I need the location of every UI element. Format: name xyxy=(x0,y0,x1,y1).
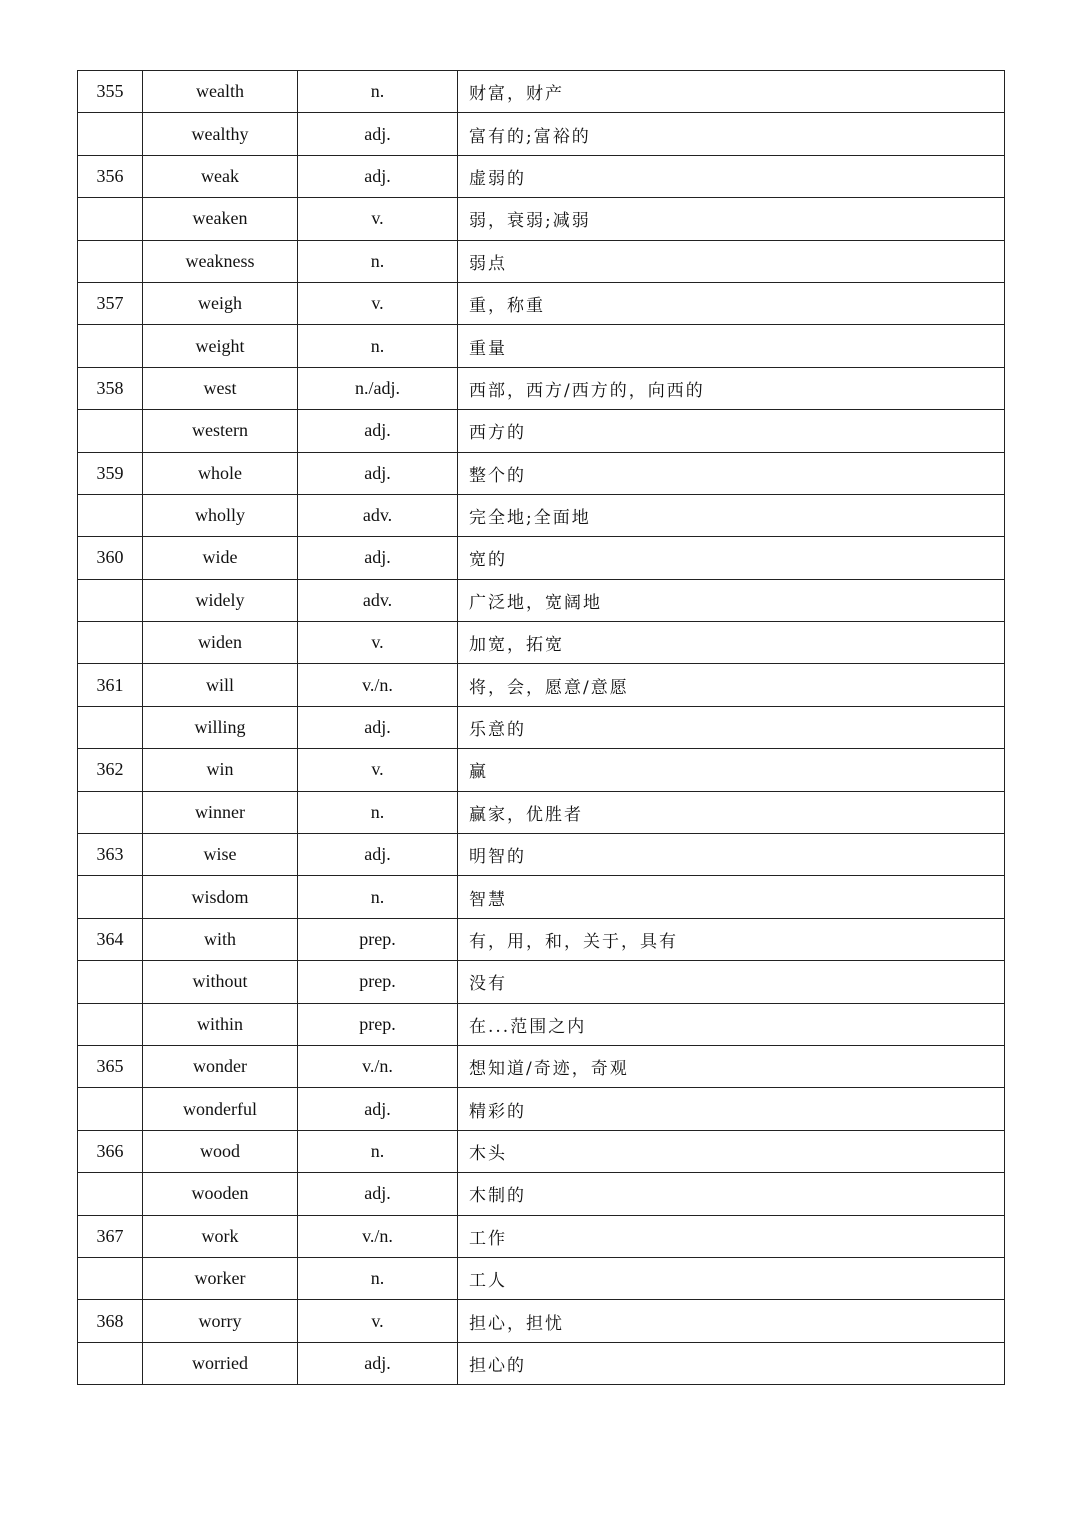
table-row xyxy=(78,961,1005,1003)
entry-number-cell: 355 xyxy=(78,71,143,113)
table-row xyxy=(78,1342,1005,1384)
word-cell: winner xyxy=(143,791,298,833)
word-cell: win xyxy=(143,749,298,791)
part-of-speech-cell: n. xyxy=(298,71,458,113)
meaning-cell: 在...范围之内 xyxy=(458,1003,1005,1045)
part-of-speech-cell: n. xyxy=(298,1257,458,1299)
part-of-speech-cell: adj. xyxy=(298,113,458,155)
entry-number-cell xyxy=(78,1257,143,1299)
table-row xyxy=(78,1088,1005,1130)
table-row xyxy=(78,622,1005,664)
meaning-cell: 没有 xyxy=(458,961,1005,1003)
word-cell: willing xyxy=(143,706,298,748)
part-of-speech-cell: adj. xyxy=(298,410,458,452)
table-row xyxy=(78,240,1005,282)
word-cell: wise xyxy=(143,834,298,876)
table-row xyxy=(78,71,1005,113)
table-row xyxy=(78,155,1005,197)
entry-number-cell: 361 xyxy=(78,664,143,706)
table-row xyxy=(78,452,1005,494)
entry-number-cell xyxy=(78,198,143,240)
entry-number-cell: 360 xyxy=(78,537,143,579)
meaning-cell: 广泛地，宽阔地 xyxy=(458,579,1005,621)
vocabulary-table xyxy=(77,70,1005,1385)
part-of-speech-cell: adj. xyxy=(298,1173,458,1215)
meaning-cell: 明智的 xyxy=(458,834,1005,876)
word-cell: widen xyxy=(143,622,298,664)
word-cell: wonder xyxy=(143,1045,298,1087)
table-row xyxy=(78,198,1005,240)
word-cell: within xyxy=(143,1003,298,1045)
entry-number-cell xyxy=(78,706,143,748)
word-cell: wood xyxy=(143,1130,298,1172)
entry-number-cell: 358 xyxy=(78,367,143,409)
word-cell: work xyxy=(143,1215,298,1257)
entry-number-cell: 362 xyxy=(78,749,143,791)
table-row xyxy=(78,1003,1005,1045)
part-of-speech-cell: v./n. xyxy=(298,1215,458,1257)
word-cell: weaken xyxy=(143,198,298,240)
table-row xyxy=(78,537,1005,579)
word-cell: weigh xyxy=(143,282,298,324)
part-of-speech-cell: v. xyxy=(298,198,458,240)
part-of-speech-cell: n. xyxy=(298,876,458,918)
entry-number-cell: 367 xyxy=(78,1215,143,1257)
part-of-speech-cell: adj. xyxy=(298,155,458,197)
meaning-cell: 乐意的 xyxy=(458,706,1005,748)
meaning-cell: 弱点 xyxy=(458,240,1005,282)
part-of-speech-cell: n./adj. xyxy=(298,367,458,409)
entry-number-cell xyxy=(78,622,143,664)
table-row xyxy=(78,1173,1005,1215)
word-cell: without xyxy=(143,961,298,1003)
word-cell: wealth xyxy=(143,71,298,113)
table-row xyxy=(78,410,1005,452)
part-of-speech-cell: adj. xyxy=(298,1088,458,1130)
meaning-cell: 弱，衰弱;减弱 xyxy=(458,198,1005,240)
meaning-cell: 担心的 xyxy=(458,1342,1005,1384)
part-of-speech-cell: prep. xyxy=(298,918,458,960)
part-of-speech-cell: v. xyxy=(298,1300,458,1342)
part-of-speech-cell: adj. xyxy=(298,834,458,876)
meaning-cell: 木头 xyxy=(458,1130,1005,1172)
word-cell: worker xyxy=(143,1257,298,1299)
table-row xyxy=(78,706,1005,748)
table-row xyxy=(78,918,1005,960)
word-cell: weak xyxy=(143,155,298,197)
entry-number-cell xyxy=(78,961,143,1003)
entry-number-cell: 364 xyxy=(78,918,143,960)
entry-number-cell: 359 xyxy=(78,452,143,494)
word-cell: wisdom xyxy=(143,876,298,918)
table-row xyxy=(78,325,1005,367)
meaning-cell: 智慧 xyxy=(458,876,1005,918)
part-of-speech-cell: v. xyxy=(298,749,458,791)
entry-number-cell xyxy=(78,410,143,452)
meaning-cell: 虚弱的 xyxy=(458,155,1005,197)
word-cell: western xyxy=(143,410,298,452)
word-cell: worried xyxy=(143,1342,298,1384)
entry-number-cell xyxy=(78,579,143,621)
word-cell: will xyxy=(143,664,298,706)
meaning-cell: 宽的 xyxy=(458,537,1005,579)
table-row xyxy=(78,834,1005,876)
entry-number-cell: 366 xyxy=(78,1130,143,1172)
meaning-cell: 重量 xyxy=(458,325,1005,367)
meaning-cell: 西部，西方/西方的，向西的 xyxy=(458,367,1005,409)
meaning-cell: 有，用，和，关于，具有 xyxy=(458,918,1005,960)
table-row xyxy=(78,664,1005,706)
meaning-cell: 财富，财产 xyxy=(458,71,1005,113)
part-of-speech-cell: n. xyxy=(298,240,458,282)
meaning-cell: 木制的 xyxy=(458,1173,1005,1215)
table-row xyxy=(78,579,1005,621)
table-row xyxy=(78,749,1005,791)
part-of-speech-cell: v. xyxy=(298,622,458,664)
entry-number-cell: 357 xyxy=(78,282,143,324)
entry-number-cell xyxy=(78,876,143,918)
part-of-speech-cell: n. xyxy=(298,1130,458,1172)
meaning-cell: 西方的 xyxy=(458,410,1005,452)
meaning-cell: 重，称重 xyxy=(458,282,1005,324)
word-cell: whole xyxy=(143,452,298,494)
part-of-speech-cell: prep. xyxy=(298,1003,458,1045)
entry-number-cell xyxy=(78,1003,143,1045)
part-of-speech-cell: n. xyxy=(298,791,458,833)
entry-number-cell xyxy=(78,325,143,367)
part-of-speech-cell: v. xyxy=(298,282,458,324)
word-cell: weakness xyxy=(143,240,298,282)
meaning-cell: 工人 xyxy=(458,1257,1005,1299)
word-cell: worry xyxy=(143,1300,298,1342)
word-cell: wooden xyxy=(143,1173,298,1215)
word-cell: west xyxy=(143,367,298,409)
word-cell: wholly xyxy=(143,494,298,536)
meaning-cell: 赢家，优胜者 xyxy=(458,791,1005,833)
entry-number-cell: 365 xyxy=(78,1045,143,1087)
table-row xyxy=(78,1045,1005,1087)
word-cell: weight xyxy=(143,325,298,367)
vocabulary-table-body xyxy=(78,71,1005,1385)
table-row xyxy=(78,367,1005,409)
entry-number-cell xyxy=(78,1342,143,1384)
word-cell: wonderful xyxy=(143,1088,298,1130)
table-row xyxy=(78,876,1005,918)
meaning-cell: 担心，担忧 xyxy=(458,1300,1005,1342)
entry-number-cell xyxy=(78,494,143,536)
part-of-speech-cell: adv. xyxy=(298,494,458,536)
entry-number-cell xyxy=(78,1173,143,1215)
entry-number-cell: 356 xyxy=(78,155,143,197)
part-of-speech-cell: adj. xyxy=(298,706,458,748)
table-row xyxy=(78,1130,1005,1172)
table-row xyxy=(78,1257,1005,1299)
word-cell: wide xyxy=(143,537,298,579)
part-of-speech-cell: prep. xyxy=(298,961,458,1003)
meaning-cell: 加宽，拓宽 xyxy=(458,622,1005,664)
table-row xyxy=(78,494,1005,536)
meaning-cell: 完全地;全面地 xyxy=(458,494,1005,536)
entry-number-cell xyxy=(78,791,143,833)
table-row xyxy=(78,1215,1005,1257)
table-row xyxy=(78,282,1005,324)
entry-number-cell: 363 xyxy=(78,834,143,876)
table-row xyxy=(78,113,1005,155)
part-of-speech-cell: adj. xyxy=(298,1342,458,1384)
entry-number-cell xyxy=(78,240,143,282)
word-cell: with xyxy=(143,918,298,960)
table-row xyxy=(78,1300,1005,1342)
meaning-cell: 将，会，愿意/意愿 xyxy=(458,664,1005,706)
part-of-speech-cell: adj. xyxy=(298,452,458,494)
part-of-speech-cell: v./n. xyxy=(298,664,458,706)
part-of-speech-cell: v./n. xyxy=(298,1045,458,1087)
meaning-cell: 整个的 xyxy=(458,452,1005,494)
word-cell: wealthy xyxy=(143,113,298,155)
meaning-cell: 富有的;富裕的 xyxy=(458,113,1005,155)
part-of-speech-cell: adv. xyxy=(298,579,458,621)
word-cell: widely xyxy=(143,579,298,621)
entry-number-cell xyxy=(78,1088,143,1130)
meaning-cell: 工作 xyxy=(458,1215,1005,1257)
part-of-speech-cell: n. xyxy=(298,325,458,367)
entry-number-cell xyxy=(78,113,143,155)
meaning-cell: 赢 xyxy=(458,749,1005,791)
entry-number-cell: 368 xyxy=(78,1300,143,1342)
meaning-cell: 精彩的 xyxy=(458,1088,1005,1130)
part-of-speech-cell: adj. xyxy=(298,537,458,579)
meaning-cell: 想知道/奇迹，奇观 xyxy=(458,1045,1005,1087)
table-row xyxy=(78,791,1005,833)
